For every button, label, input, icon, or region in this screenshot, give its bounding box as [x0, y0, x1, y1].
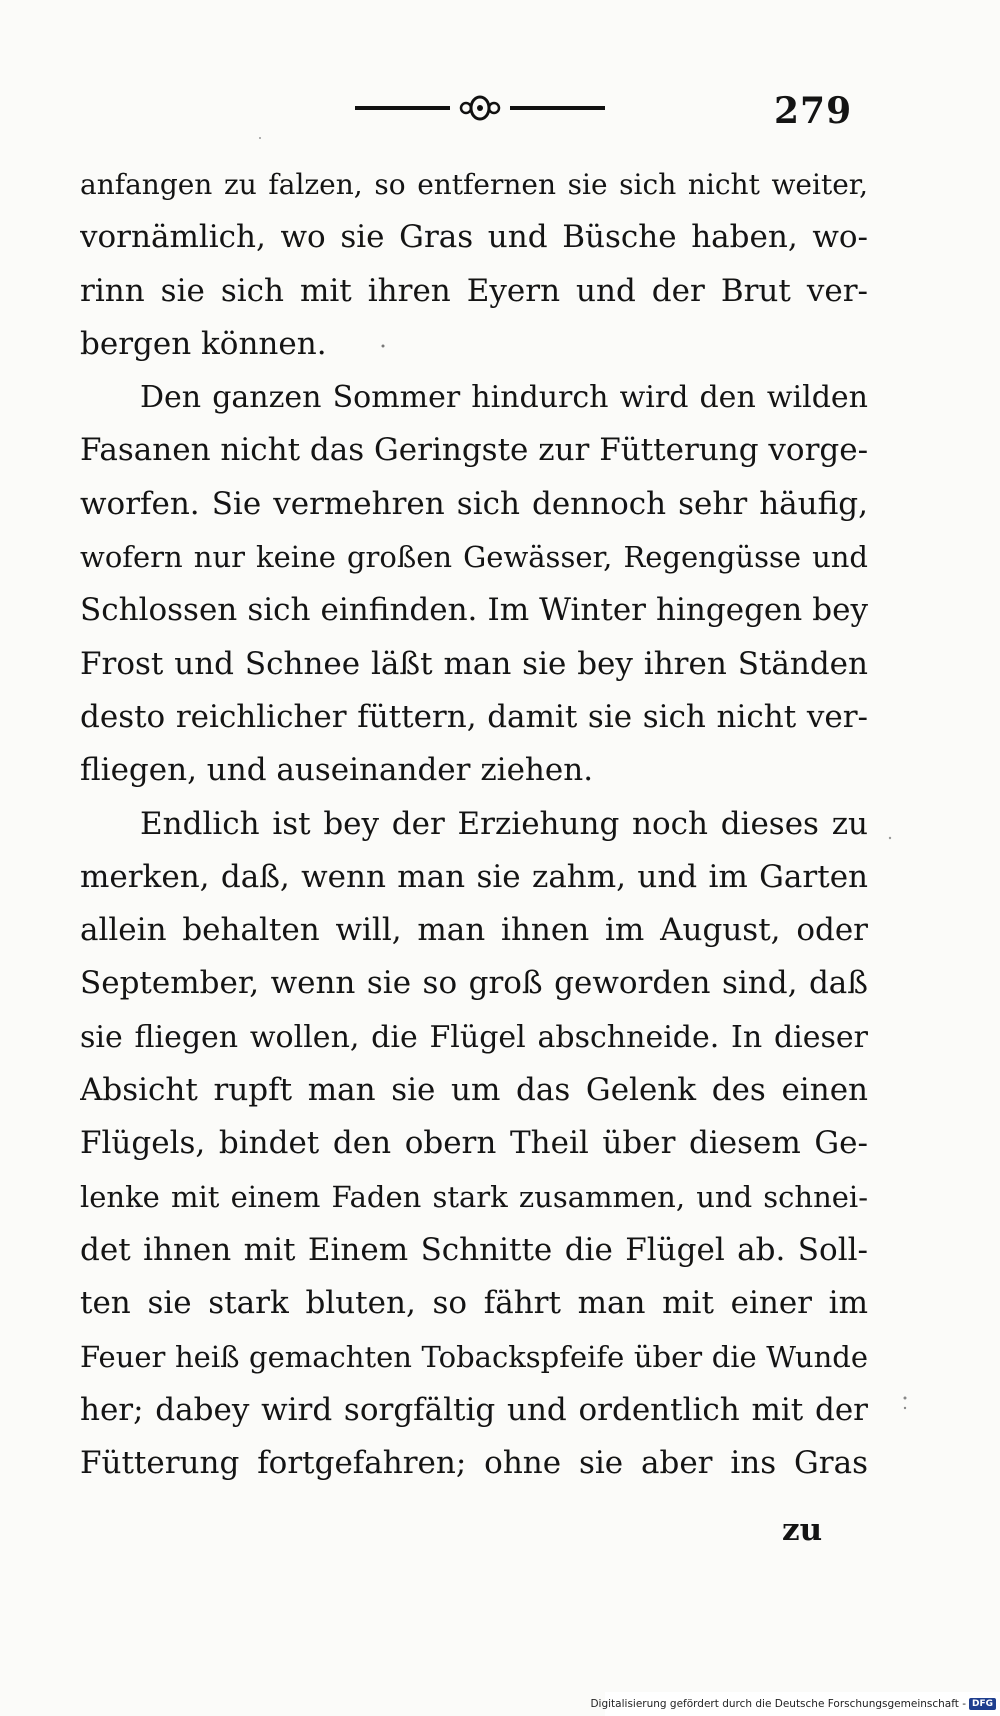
text-line: anfangen zu falzen, so entfernen sie sich nicht weiter, — [80, 168, 868, 201]
text-line: allein behalten will, man ihnen im August, oder — [80, 912, 868, 949]
text-line: her; dabey wird sorgfältig und ordentlich mit der — [80, 1391, 868, 1428]
catchword: zu — [782, 1512, 823, 1548]
page-number: 279 — [774, 90, 853, 132]
text-line: wofern nur keine großen Gewässer, Regengüsse und — [80, 540, 868, 575]
text-line: sie fliegen wollen, die Flügel abschneide. In dieser — [80, 1019, 868, 1055]
page-header — [0, 86, 1000, 136]
digitization-footer — [590, 1692, 1000, 1716]
text-line: September, wenn sie so groß geworden sind, daß — [80, 965, 868, 1002]
body-text — [80, 158, 868, 1490]
text-line: vornämlich, wo sie Gras und Büsche haben, wo- — [80, 219, 868, 256]
text-line: Den ganzen Sommer hindurch wird den wilden — [140, 380, 868, 416]
text-line: Endlich ist bey der Erziehung noch dieses zu — [140, 805, 868, 842]
text-line: Fütterung fortgefahren; ohne sie aber ins Gras — [80, 1445, 868, 1482]
text-line: lenke mit einem Faden stark zusammen, und schnei- — [80, 1179, 868, 1214]
dfg-logo: DFG — [969, 1698, 996, 1710]
text-line: fliegen, und auseinander ziehen. — [80, 752, 594, 789]
text-line: Feuer heiß gemachten Tobackspfeife über die Wunde — [80, 1339, 868, 1374]
text-line: merken, daß, wenn man sie zahm, und im Garten — [80, 858, 868, 895]
text-line: ten sie stark bluten, so fährt man mit einer im — [80, 1285, 868, 1322]
text-line: Schlossen sich einfinden. Im Winter hingegen bey — [80, 592, 868, 629]
text-line: bergen können. — [80, 325, 327, 362]
text-line: det ihnen mit Einem Schnitte die Flügel ab. Soll- — [80, 1231, 868, 1268]
text-line: Flügels, bindet den obern Theil über diesem Ge- — [80, 1125, 868, 1162]
funding-credit: Digitalisierung gefördert durch die Deutsche Forschungsgemeinschaft - — [590, 1698, 966, 1710]
text-line: Absicht rupft man sie um das Gelenk des einen — [80, 1072, 868, 1109]
ornament-rule — [355, 94, 605, 122]
text-line: Frost und Schnee läßt man sie bey ihren Ständen — [80, 645, 868, 682]
text-line: Fasanen nicht das Geringste zur Fütterung vorge- — [80, 432, 868, 469]
text-line: desto reichlicher füttern, damit sie sich nicht ver- — [80, 698, 868, 735]
text-line: worfen. Sie vermehren sich dennoch sehr häufig, — [80, 485, 868, 522]
text-line: rinn sie sich mit ihren Eyern und der Brut ver- — [80, 272, 868, 309]
